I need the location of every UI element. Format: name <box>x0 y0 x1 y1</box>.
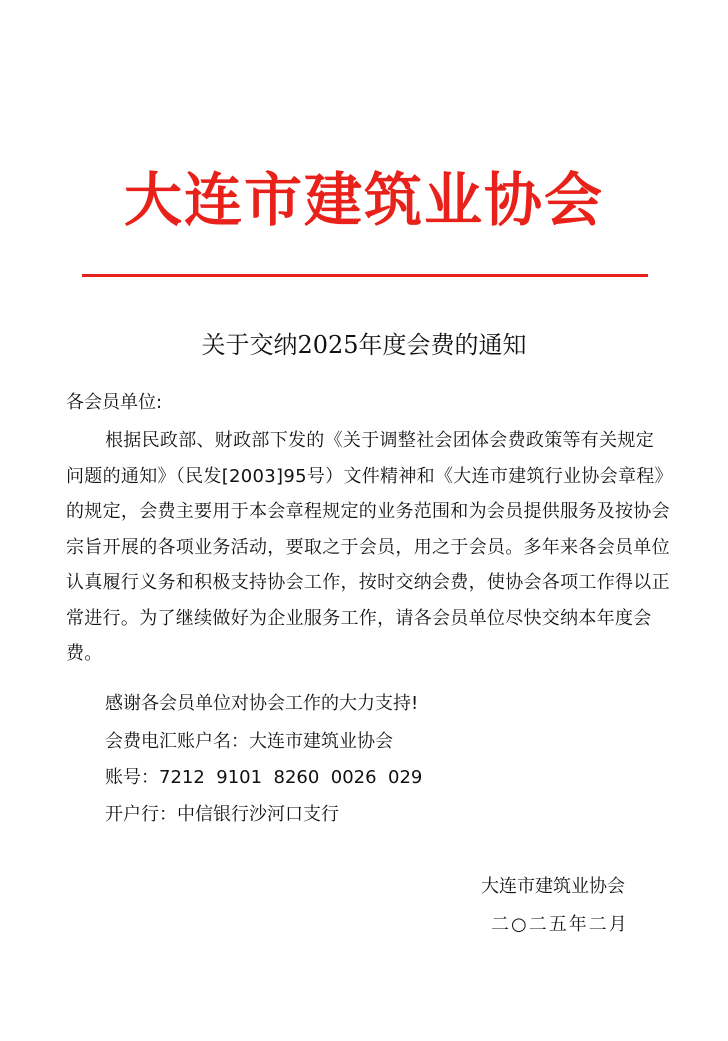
masthead-red-rule <box>82 274 648 277</box>
notice-body-paragraph: 根据民政部、财政部下发的《关于调整社会团体会费政策等有关规定问题的通知》（民发[2003]95号）文件精神和《大连市建筑行业协会章程》的规定，会费主要用于本会章程规定的业务范围和为会员提供服务及按协会宗旨开展的各项业务活动，要取之于会员，用之于会员。多年来各会员单位认真履行义务和积极支持协会工作，按时交纳会费，使协会各项工作得以正常进行。为了继续做好为企业服务工作，请各会员单位尽快交纳本年度会费。 <box>66 430 670 664</box>
account-name-line: 会费电汇账户名：大连市建筑业协会 <box>105 731 393 752</box>
signature-date: 二○二五年二月 <box>491 914 629 935</box>
account-number-line: 账号：7212 9101 8260 0026 029 <box>105 767 423 788</box>
notice-title: 关于交纳2025年度会费的通知 <box>201 331 527 359</box>
thanks-line: 感谢各会员单位对协会工作的大力支持! <box>105 693 419 714</box>
signature-org: 大连市建筑业协会 <box>481 876 625 897</box>
masthead-org-name: 大连市建筑业协会 <box>123 166 604 234</box>
salutation: 各会员单位: <box>66 392 163 413</box>
bank-line: 开户行：中信银行沙河口支行 <box>105 804 339 825</box>
